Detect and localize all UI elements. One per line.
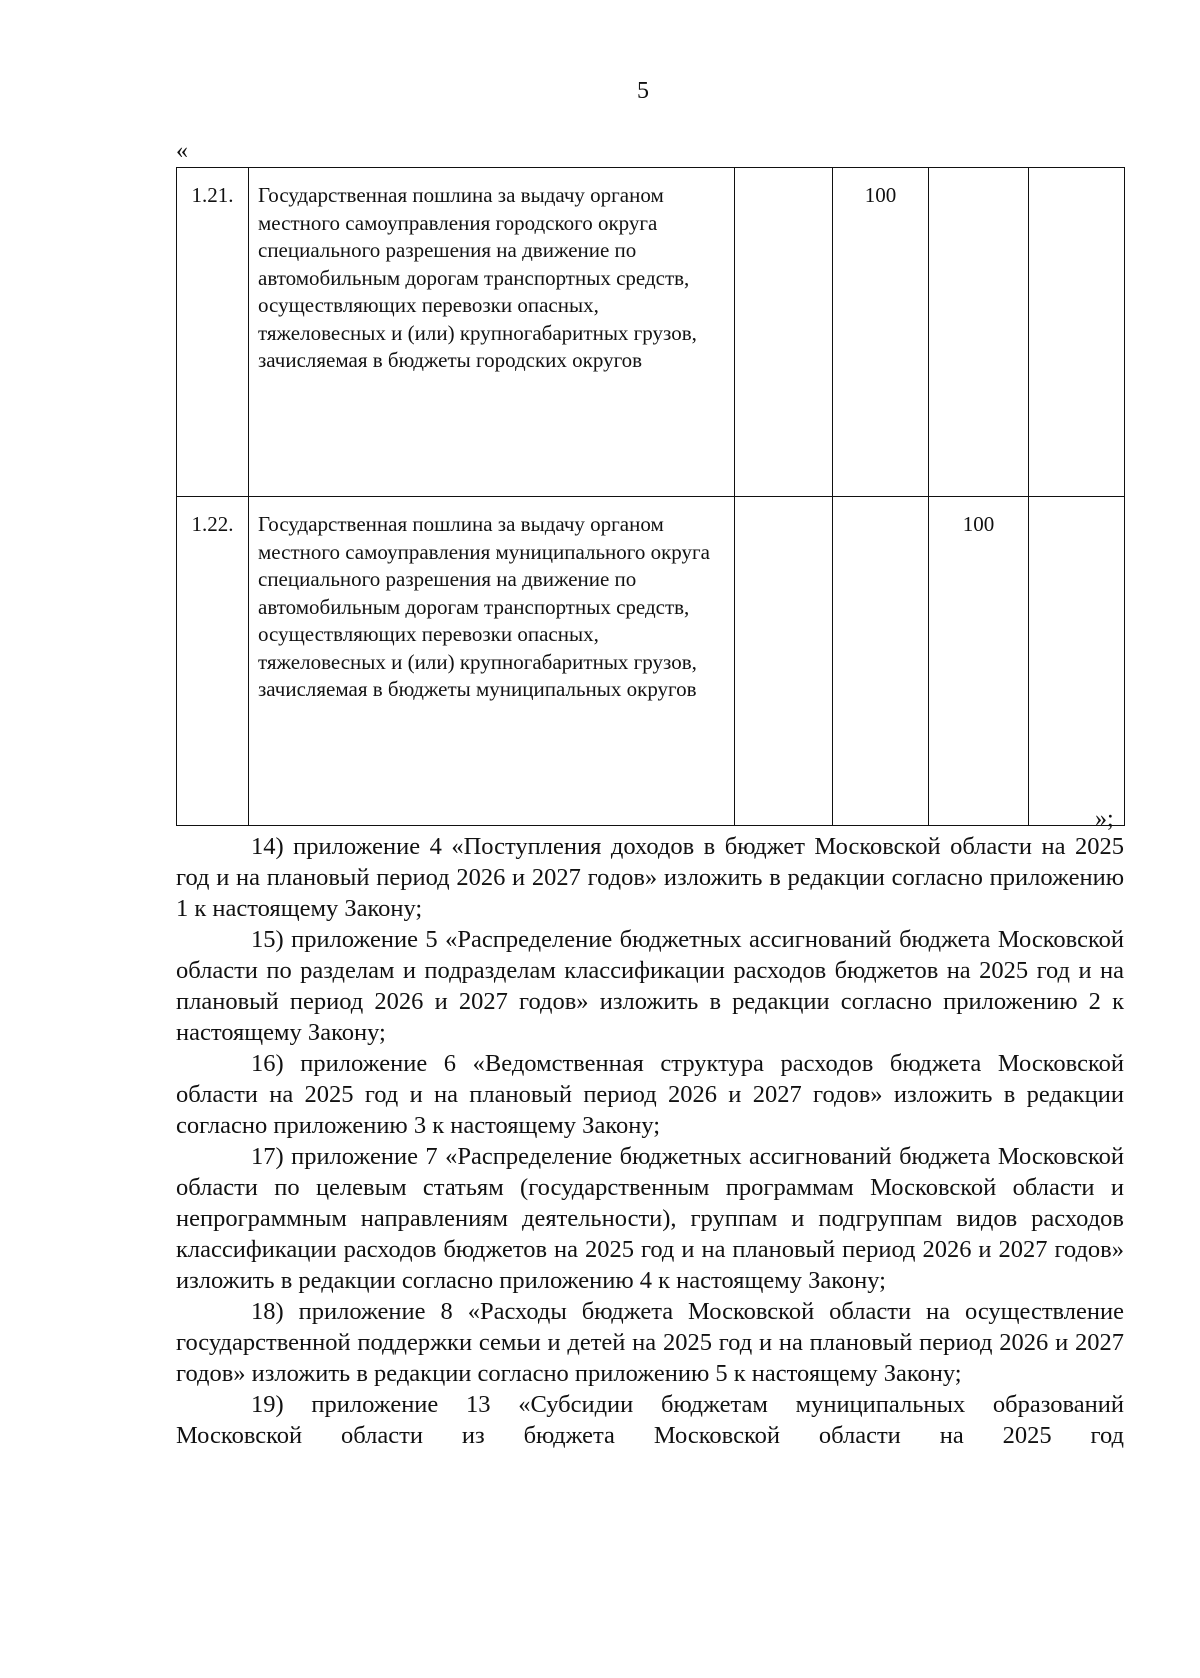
row-value-col5: 100 — [929, 497, 1029, 826]
table-open-quote: « — [176, 138, 188, 164]
amendment-list — [176, 831, 1124, 1451]
row-description: Государственная пошлина за выдачу органом местного самоуправления муниципального округа специального разрешения на движение по автомобильным дорогам транспортных средств, осуществляющих перевозки опасных, тяжеловесных и (или) крупногабаритных грузов, зачисляемая в бюджеты муниципальных округов — [249, 497, 735, 826]
amendment-item-14: 14) приложение 4 «Поступления доходов в бюджет Московской области на 2025 год и на плановый период 2026 и 2027 годов» изложить в редакции согласно приложению 1 к настоящему Закону; — [176, 833, 1124, 922]
table-row — [177, 497, 1125, 826]
amendment-item-17: 17) приложение 7 «Распределение бюджетных ассигнований бюджета Московской области по целевым статьям (государственным программам Московской области и непрограммным направлениям деятельности), группам и подгруппам видов расходов классификации расходов бюджетов на 2025 год и на плановый период 2026 и 2027 годов» изложить в редакции согласно приложению 4 к настоящему Закону; — [176, 1143, 1124, 1294]
amendment-item-18: 18) приложение 8 «Расходы бюджета Московской области на осуществление государственной поддержки семьи и детей на 2025 год и на плановый период 2026 и 2027 годов» изложить в редакции согласно приложению 5 к настоящему Закону; — [176, 1298, 1124, 1387]
row-value-col5 — [929, 168, 1029, 497]
amendment-item-15: 15) приложение 5 «Распределение бюджетных ассигнований бюджета Московской области по разделам и подразделам классификации расходов бюджетов на 2025 год и на плановый период 2026 и 2027 годов» изложить в редакции согласно приложению 2 к настоящему Закону; — [176, 926, 1124, 1046]
row-value-col4: 100 — [833, 168, 929, 497]
row-value-col6 — [1029, 168, 1125, 497]
amendment-item-16: 16) приложение 6 «Ведомственная структура расходов бюджета Московской области на 2025 год и на плановый период 2026 и 2027 годов» изложить в редакции согласно приложению 3 к настоящему Закону; — [176, 1050, 1124, 1139]
row-value-col6 — [1029, 497, 1125, 826]
table-close-quote: »; — [1095, 806, 1114, 832]
fee-table — [176, 167, 1125, 826]
row-number: 1.22. — [177, 497, 249, 826]
page-number: 5 — [637, 78, 649, 104]
row-description: Государственная пошлина за выдачу органом местного самоуправления городского округа специального разрешения на движение по автомобильным дорогам транспортных средств, осуществляющих перевозки опасных, тяжеловесных и (или) крупногабаритных грузов, зачисляемая в бюджеты городских округов — [249, 168, 735, 497]
table-row — [177, 168, 1125, 497]
row-number: 1.21. — [177, 168, 249, 497]
amendment-item-19: 19) приложение 13 «Субсидии бюджетам муниципальных образований Московской области из бюджета Московской области на 2025 год — [176, 1391, 1124, 1449]
row-value-col3 — [735, 168, 833, 497]
row-value-col3 — [735, 497, 833, 826]
row-value-col4 — [833, 497, 929, 826]
